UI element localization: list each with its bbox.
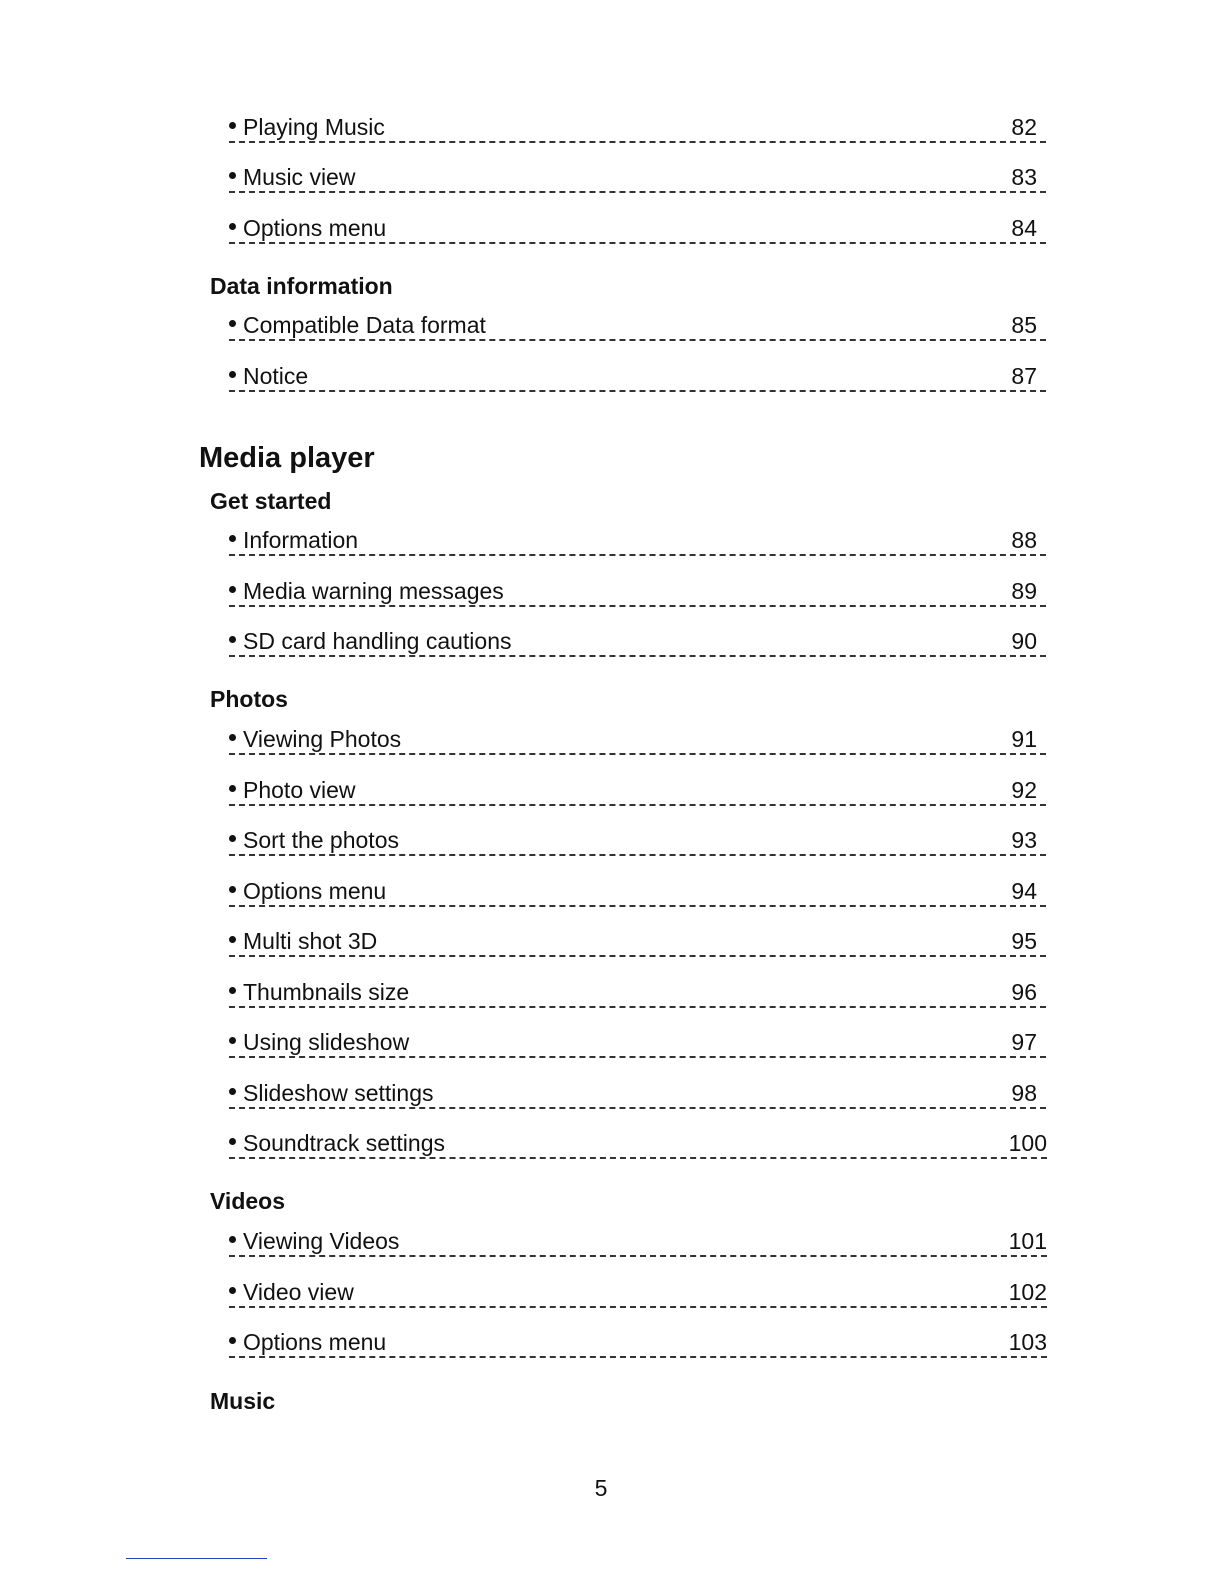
toc-entry-page: 83 bbox=[1011, 164, 1037, 190]
toc-entry[interactable] bbox=[229, 974, 1046, 1008]
bullet-icon bbox=[229, 734, 236, 741]
toc-entry-label bbox=[229, 1279, 354, 1305]
toc-entry-title: Options menu bbox=[243, 878, 387, 904]
toc-entry[interactable] bbox=[229, 923, 1046, 957]
toc-entry[interactable] bbox=[229, 522, 1046, 556]
toc-entry-page: 103 bbox=[1008, 1329, 1047, 1355]
toc-entry-label bbox=[229, 114, 385, 140]
toc-entry-page: 97 bbox=[1011, 1029, 1037, 1055]
toc-entry-page: 87 bbox=[1011, 363, 1037, 389]
toc-entry-title: Options menu bbox=[243, 1329, 387, 1355]
toc-entry-page: 91 bbox=[1011, 726, 1037, 752]
toc-entry[interactable] bbox=[229, 159, 1046, 193]
toc-entry-page: 84 bbox=[1011, 215, 1037, 241]
toc-entry-label bbox=[229, 878, 386, 904]
bullet-icon bbox=[229, 1088, 236, 1095]
bullet-icon bbox=[229, 835, 236, 842]
bullet-icon bbox=[229, 886, 236, 893]
toc-entry-title: Thumbnails size bbox=[243, 979, 410, 1005]
section-heading: Media player bbox=[199, 442, 375, 474]
toc-entry-title: Options menu bbox=[243, 215, 387, 241]
toc-entry-title: Video view bbox=[243, 1279, 354, 1305]
toc-entry-label bbox=[229, 578, 504, 604]
toc-entry[interactable] bbox=[229, 1274, 1047, 1308]
toc-entry-title: Sort the photos bbox=[243, 827, 399, 853]
toc-entry[interactable] bbox=[229, 623, 1046, 657]
footer-rule bbox=[126, 1558, 267, 1559]
bullet-icon bbox=[229, 1037, 236, 1044]
toc-entry[interactable] bbox=[229, 873, 1046, 907]
bullet-icon bbox=[229, 172, 236, 179]
toc-entry-page: 89 bbox=[1011, 578, 1037, 604]
toc-entry-title: Multi shot 3D bbox=[243, 928, 378, 954]
toc-entry-title: Notice bbox=[243, 363, 309, 389]
bullet-icon bbox=[229, 586, 236, 593]
toc-entry-page: 101 bbox=[1008, 1228, 1047, 1254]
toc-entry-title: Media warning messages bbox=[243, 578, 504, 604]
toc-entry[interactable] bbox=[229, 307, 1046, 341]
toc-entry-label bbox=[229, 1080, 434, 1106]
section-subheading: Videos bbox=[210, 1188, 285, 1214]
toc-entry-title: Photo view bbox=[243, 777, 356, 803]
toc-entry-label bbox=[229, 312, 486, 338]
bullet-icon bbox=[229, 223, 236, 230]
bullet-icon bbox=[229, 785, 236, 792]
toc-entry[interactable] bbox=[229, 1075, 1046, 1109]
toc-entry[interactable] bbox=[229, 1223, 1047, 1257]
toc-entry[interactable] bbox=[229, 772, 1046, 806]
toc-entry-title: Playing Music bbox=[243, 114, 385, 140]
section-subheading: Photos bbox=[210, 686, 288, 712]
toc-entry-title: SD card handling cautions bbox=[243, 628, 512, 654]
toc-entry-label bbox=[229, 1130, 445, 1156]
toc-entry-label bbox=[229, 628, 512, 654]
toc-entry-page: 93 bbox=[1011, 827, 1037, 853]
bullet-icon bbox=[229, 1337, 236, 1344]
toc-entry[interactable] bbox=[229, 573, 1046, 607]
toc-entry-page: 98 bbox=[1011, 1080, 1037, 1106]
toc-entry-page: 88 bbox=[1011, 527, 1037, 553]
bullet-icon bbox=[229, 936, 236, 943]
toc-entry-label bbox=[229, 363, 308, 389]
bullet-icon bbox=[229, 320, 236, 327]
toc-entry-page: 96 bbox=[1011, 979, 1037, 1005]
bullet-icon bbox=[229, 1236, 236, 1243]
toc-entry-title: Slideshow settings bbox=[243, 1080, 434, 1106]
section-subheading: Data information bbox=[210, 273, 393, 299]
toc-entry-page: 82 bbox=[1011, 114, 1037, 140]
toc-entry-label bbox=[229, 1029, 409, 1055]
toc-entry-title: Compatible Data format bbox=[243, 312, 486, 338]
bullet-icon bbox=[229, 1138, 236, 1145]
toc-entry-label bbox=[229, 777, 356, 803]
toc-entry-page: 100 bbox=[1008, 1130, 1047, 1156]
bullet-icon bbox=[229, 371, 236, 378]
toc-entry[interactable] bbox=[229, 822, 1046, 856]
toc-entry-page: 85 bbox=[1011, 312, 1037, 338]
toc-entry-label bbox=[229, 827, 399, 853]
toc-entry-label bbox=[229, 1329, 386, 1355]
toc-entry[interactable] bbox=[229, 109, 1046, 143]
page-number: 5 bbox=[594, 1475, 608, 1501]
toc-entry-title: Using slideshow bbox=[243, 1029, 410, 1055]
toc-entry-label bbox=[229, 979, 409, 1005]
bullet-icon bbox=[229, 1287, 236, 1294]
toc-entry-label bbox=[229, 215, 386, 241]
toc-entry-title: Viewing Photos bbox=[243, 726, 402, 752]
bullet-icon bbox=[229, 987, 236, 994]
toc-entry-page: 90 bbox=[1011, 628, 1037, 654]
toc-entry-title: Music view bbox=[243, 164, 356, 190]
bullet-icon bbox=[229, 535, 236, 542]
toc-entry-page: 92 bbox=[1011, 777, 1037, 803]
toc-entry-title: Information bbox=[243, 527, 359, 553]
toc-entry-title: Viewing Videos bbox=[243, 1228, 400, 1254]
toc-entry-label bbox=[229, 928, 377, 954]
toc-entry-label bbox=[229, 726, 401, 752]
toc-entry-label bbox=[229, 527, 358, 553]
toc-entry[interactable] bbox=[229, 210, 1046, 244]
bullet-icon bbox=[229, 636, 236, 643]
toc-entry[interactable] bbox=[229, 1125, 1047, 1159]
toc-entry[interactable] bbox=[229, 1024, 1046, 1058]
toc-entry-page: 102 bbox=[1008, 1279, 1047, 1305]
toc-entry-page: 95 bbox=[1011, 928, 1037, 954]
bullet-icon bbox=[229, 122, 236, 129]
section-subheading: Music bbox=[210, 1388, 276, 1414]
toc-entry-label bbox=[229, 1228, 399, 1254]
toc-entry[interactable] bbox=[229, 358, 1046, 392]
toc-entry[interactable] bbox=[229, 721, 1046, 755]
toc-entry-page: 94 bbox=[1011, 878, 1037, 904]
section-subheading: Get started bbox=[210, 488, 332, 514]
toc-entry-label bbox=[229, 164, 355, 190]
toc-entry-title: Soundtrack settings bbox=[243, 1130, 446, 1156]
toc-entry[interactable] bbox=[229, 1324, 1047, 1358]
